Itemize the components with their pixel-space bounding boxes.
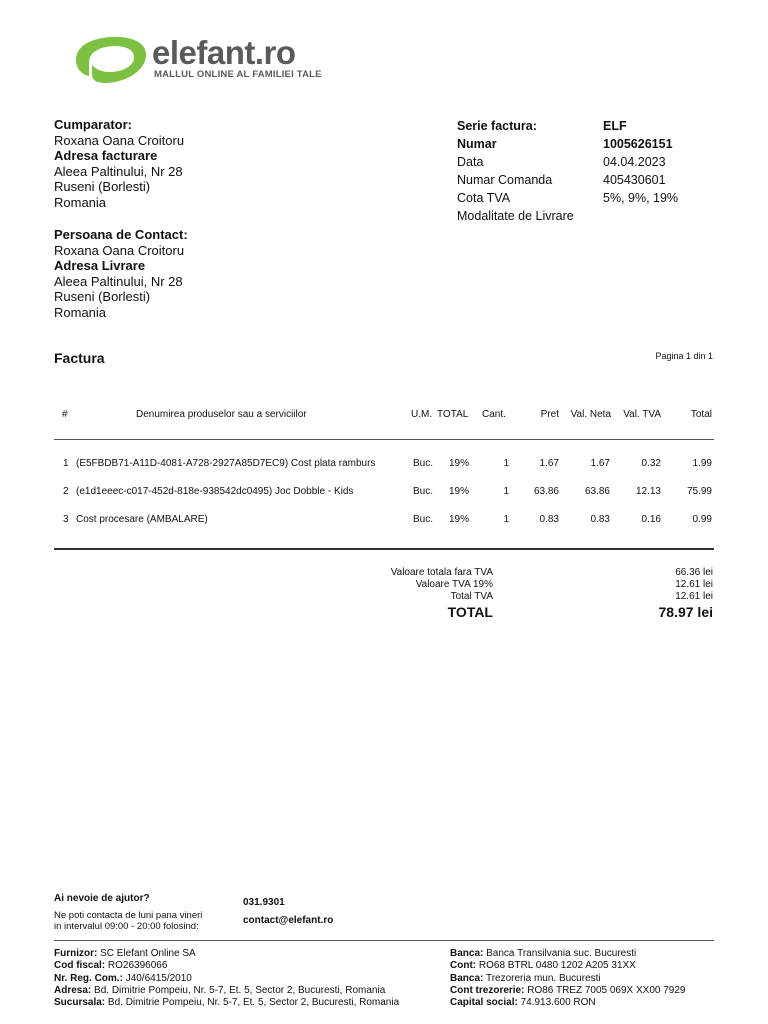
invoice-info-label: Numar Comanda: [457, 173, 553, 187]
cell-price: 1.67: [539, 458, 559, 469]
footer-row: [450, 985, 686, 997]
footer-label: Cont:: [450, 960, 477, 972]
footer-value: Bd. Dimitrie Pompeiu, Nr. 5-7, Et. 5, Sector 2, Bucuresti, Romania: [107, 997, 400, 1009]
cell-vat-rate: 19%: [449, 458, 470, 469]
vat-total-label: Valoare TVA 19%: [415, 579, 493, 590]
cell-price: 0.83: [539, 514, 559, 525]
footer-value: RO86 TREZ 7005 069X XX00 7929: [527, 984, 686, 996]
footer-divider: [54, 940, 714, 941]
footer-value: Bd. Dimitrie Pompeiu, Nr. 5-7, Et. 5, Sector 2, Bucuresti, Romania: [94, 984, 386, 996]
footer-row: [450, 948, 686, 960]
cell-total: 0.99: [692, 514, 712, 525]
total-vat-value: 12.61 lei: [675, 591, 713, 602]
footer-label: Cod fiscal:: [54, 960, 106, 972]
page-indicator: Pagina 1 din 1: [655, 351, 713, 361]
invoice-info-label: Cota TVA: [457, 191, 511, 205]
help-block: [54, 893, 202, 933]
table-header-divider: [54, 439, 714, 440]
delivery-heading: Adresa Livrare: [54, 258, 146, 274]
footer-value: RO68 BTRL 0480 1202 A205 31XX: [478, 960, 636, 972]
cell-description: Cost procesare (AMBALARE): [76, 514, 208, 525]
cell-vat-rate: 19%: [449, 514, 470, 525]
cell-net-value: 1.67: [590, 458, 610, 469]
cell-index: 2: [63, 486, 69, 497]
footer-label: Furnizor:: [54, 948, 98, 959]
col-header-description: Denumirea produselor sau a serviciilor: [136, 409, 307, 420]
cell-total: 1.99: [692, 458, 712, 469]
vat-total-value: 12.61 lei: [675, 579, 713, 590]
footer-value: RO26396066: [107, 960, 168, 972]
delivery-line: Ruseni (Borlesti): [54, 289, 151, 305]
footer-label: Cont trezorerie:: [450, 984, 525, 996]
cell-quantity: 1: [503, 514, 509, 525]
footer-row: [450, 997, 686, 1009]
contact-person-name: Roxana Oana Croitoru: [54, 242, 185, 258]
footer-bank-info: [450, 948, 686, 1009]
total-vat-label: Total TVA: [450, 591, 493, 602]
invoice-info-label: Serie factura:: [457, 119, 537, 133]
col-header-quantity: Cant.: [482, 409, 506, 420]
grand-total-value: 78.97 lei: [658, 604, 713, 620]
cell-description: (e1d1eeec-c017-452d-818e-938542dc0495) Joc Dobble - Kids: [76, 486, 354, 497]
invoice-info: [457, 117, 678, 225]
document-title: Factura: [54, 350, 105, 366]
footer-label: Banca:: [450, 948, 484, 959]
footer-value: 74.913.600 RON: [520, 997, 596, 1009]
footer-value: J40/6415/2010: [125, 972, 192, 984]
invoice-info-value: 04.04.2023: [603, 155, 666, 169]
brand-logo: [70, 32, 340, 88]
footer-row: [54, 960, 399, 972]
cell-description: (E5FBDB71-A11D-4081-A728-2927A85D7EC9) Cost plata ramburs: [76, 458, 376, 469]
vat-rate-row: [457, 189, 678, 207]
col-header-vat-rate: TOTAL: [437, 409, 469, 420]
cell-quantity: 1: [503, 458, 509, 469]
contact-person-block: [54, 227, 188, 321]
footer-label: Capital social:: [450, 997, 518, 1009]
invoice-info-label: Data: [457, 155, 484, 169]
col-header-index: #: [62, 409, 68, 420]
invoice-series-row: [457, 117, 678, 135]
help-text-line: Ne poti contacta de luni pana vineri: [54, 909, 203, 921]
cell-total: 75.99: [686, 486, 712, 497]
footer-value: SC Elefant Online SA: [100, 948, 196, 959]
footer-label: Sucursala:: [54, 997, 106, 1009]
contact-person-heading: Persoana de Contact:: [54, 227, 188, 242]
net-total-label: Valoare totala fara TVA: [390, 567, 493, 578]
cell-unit: Buc.: [413, 514, 434, 525]
invoice-info-value: ELF: [603, 119, 627, 133]
invoice-number-row: [457, 135, 678, 153]
billing-line: Romania: [54, 194, 107, 210]
footer-label: Banca:: [450, 972, 484, 984]
footer-row: [54, 973, 399, 985]
cell-index: 1: [63, 458, 69, 469]
cell-vat-value: 0.16: [641, 514, 661, 525]
contact-block: [243, 897, 333, 927]
cell-net-value: 63.86: [584, 486, 610, 497]
invoice-info-value: 1005626151: [603, 137, 673, 151]
delivery-method-row: [457, 207, 678, 225]
cell-vat-rate: 19%: [449, 486, 470, 497]
footer-value: Banca Transilvania suc. Bucuresti: [486, 948, 637, 959]
delivery-line: Aleea Paltinului, Nr 28: [54, 273, 183, 289]
invoice-info-value: 405430601: [603, 173, 666, 187]
invoice-date-row: [457, 153, 678, 171]
brand-name: elefant.ro: [152, 34, 296, 71]
billing-line: Aleea Paltinului, Nr 28: [54, 163, 183, 179]
footer-label: Adresa:: [54, 984, 92, 996]
help-email-link[interactable]: contact@elefant.ro: [243, 915, 334, 926]
col-header-unit: U.M.: [411, 409, 433, 420]
footer-row: [450, 960, 686, 972]
col-header-price: Pret: [540, 409, 559, 420]
cell-price: 63.86: [533, 486, 559, 497]
cell-vat-value: 12.13: [635, 486, 661, 497]
cell-index: 3: [63, 514, 69, 525]
cell-unit: Buc.: [413, 458, 434, 469]
footer-row: [54, 985, 399, 997]
col-header-total: Total: [690, 409, 712, 420]
table-body: [54, 458, 714, 538]
billing-line: Ruseni (Borlesti): [54, 179, 151, 195]
cell-quantity: 1: [503, 486, 509, 497]
help-question: Ai nevoie de ajutor?: [54, 893, 150, 904]
buyer-block: [54, 117, 184, 211]
help-text-line: in intervalul 09:00 - 20:00 folosind:: [54, 921, 199, 932]
buyer-heading: Cumparator:: [54, 117, 133, 132]
footer-label: Nr. Reg. Com.:: [54, 972, 123, 984]
table-bottom-divider: [54, 548, 714, 550]
cell-net-value: 0.83: [590, 514, 610, 525]
order-number-row: [457, 171, 678, 189]
totals-values: [675, 567, 713, 603]
footer-company-info: [54, 948, 399, 1009]
help-phone[interactable]: 031.9301: [243, 897, 285, 908]
cell-unit: Buc.: [413, 486, 434, 497]
footer-value: Trezoreria mun. Bucuresti: [485, 972, 601, 984]
footer-row: [54, 948, 399, 960]
footer-row: [54, 997, 399, 1009]
cell-vat-value: 0.32: [641, 458, 661, 469]
col-header-net-value: Val. Neta: [570, 409, 611, 420]
invoice-info-label: Numar: [457, 137, 497, 151]
col-header-vat-value: Val. TVA: [623, 409, 661, 420]
invoice-info-label: Modalitate de Livrare: [457, 209, 574, 223]
invoice-info-value: 5%, 9%, 19%: [603, 191, 679, 205]
billing-heading: Adresa facturare: [54, 148, 158, 164]
totals-labels: [391, 567, 493, 603]
buyer-name: Roxana Oana Croitoru: [54, 132, 185, 148]
grand-total-label: TOTAL: [447, 604, 493, 620]
delivery-line: Romania: [54, 304, 107, 320]
brand-tagline: MALLUL ONLINE AL FAMILIEI TALE: [154, 69, 322, 80]
net-total-value: 66.36 lei: [675, 567, 713, 578]
elephant-logo-icon: [70, 34, 148, 86]
footer-row: [450, 973, 686, 985]
